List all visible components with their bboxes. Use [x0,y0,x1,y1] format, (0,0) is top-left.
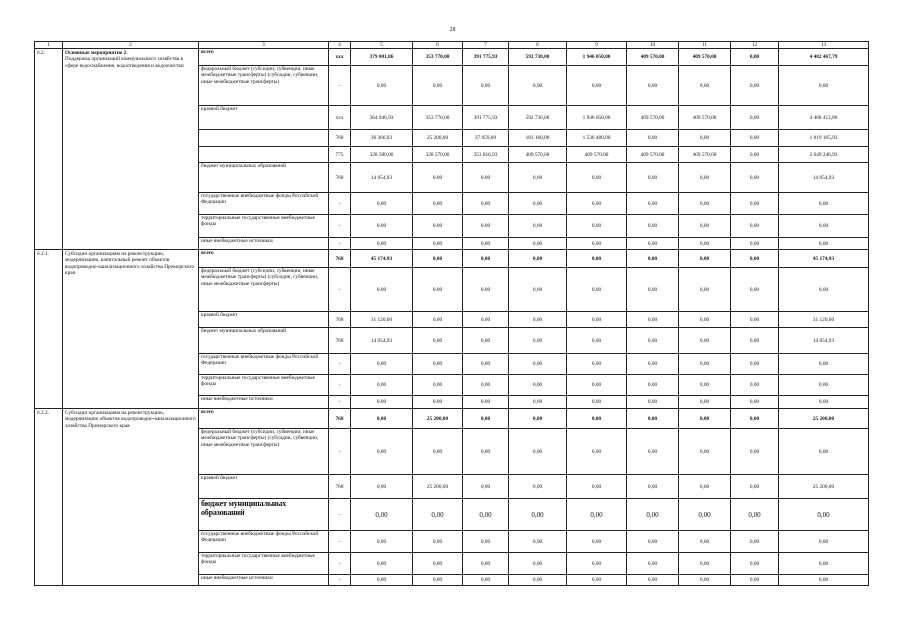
amount-cell: 0,00 [509,499,567,531]
amount-cell: 0,00 [627,354,679,375]
funding-source: государственные внебюджетные фонды Российской Федерации [199,193,329,215]
amount-cell: 0,00 [509,409,567,429]
amount-cell: 0,00 [627,130,679,147]
amount-cell: 0,00 [627,475,679,499]
amount-cell: 0,00 [627,238,679,250]
funding-source: федеральный бюджет (субсидии, субвенции, иные межбюджетные трансферты) (субсидии, субвенции, иные межбюджетные трансферты) [199,66,329,106]
funding-source: иные внебюджетные источники [199,575,329,586]
amount-cell: 0,00 [779,66,869,106]
amount-cell: 0,00 [627,66,679,106]
amount-cell: 0,00 [731,238,779,250]
amount-cell: 0,00 [509,215,567,238]
amount-cell: 0,00 [509,328,567,354]
amount-cell: 0,00 [627,409,679,429]
amount-cell: 0,00 [627,553,679,575]
amount-cell: 0,00 [351,475,413,499]
amount-cell: 0,00 [509,475,567,499]
amount-cell: 0,00 [413,268,463,312]
header-row [35,42,869,49]
amount-cell: 0,00 [679,531,731,553]
amount-cell: 0,00 [567,499,627,531]
amount-cell: 14 054,93 [351,163,413,193]
amount-cell: 0,00 [627,531,679,553]
amount-cell: 31 120,00 [779,312,869,328]
amount-cell: 0,00 [731,268,779,312]
amount-cell: 592 730,00 [509,49,567,66]
funding-source: всего [199,250,329,268]
amount-cell: 45 174,93 [351,250,413,268]
header-cell: 11 [679,42,731,49]
budget-code: - [329,499,351,531]
table-row [35,250,869,268]
amount-cell: 0,00 [567,66,627,106]
amount-cell: 0,00 [731,66,779,106]
amount-cell: 37 959,00 [463,130,509,147]
funding-source: бюджет муниципальных образований [199,328,329,354]
amount-cell: 0,00 [731,312,779,328]
amount-cell: 0,00 [679,163,731,193]
funding-source: государственные внебюджетные фонды Российской Федерации [199,531,329,553]
item-name [63,250,199,409]
amount-cell: 1 819 165,93 [779,130,869,147]
amount-cell: 0,00 [731,193,779,215]
amount-cell: 0,00 [509,238,567,250]
amount-cell: 0,00 [351,268,413,312]
amount-cell: 25 200,00 [779,475,869,499]
budget-table [34,41,869,586]
amount-cell: 0,00 [463,429,509,475]
amount-cell: 0,00 [679,66,731,106]
amount-cell: 0,00 [463,354,509,375]
amount-cell: 0,00 [413,429,463,475]
amount-cell: 25 200,00 [779,409,869,429]
budget-code: - [329,193,351,215]
amount-cell: 0,00 [413,499,463,531]
amount-cell: 0,00 [731,475,779,499]
amount-cell: 409 570,00 [509,147,567,163]
amount-cell: 0,00 [351,396,413,409]
amount-cell: 0,00 [567,375,627,396]
item-name [63,49,199,250]
amount-cell: 0,00 [351,499,413,531]
amount-cell: 0,00 [779,575,869,586]
amount-cell: 0,00 [509,396,567,409]
amount-cell: 0,00 [679,429,731,475]
header-cell: 6 [413,42,463,49]
amount-cell: 0,00 [567,475,627,499]
amount-cell: 0,00 [567,553,627,575]
budget-code: - [329,215,351,238]
funding-source: территориальные государственные внебюджетные фонды [199,553,329,575]
amount-cell: 0,00 [731,215,779,238]
amount-cell: 0,00 [731,429,779,475]
amount-cell: 409 570,00 [679,49,731,66]
amount-cell: 0,00 [509,312,567,328]
amount-cell: 0,00 [509,268,567,312]
amount-cell: 409 570,00 [679,147,731,163]
budget-code: 768 [329,163,351,193]
amount-cell: 0,00 [463,499,509,531]
item-name [63,409,199,586]
amount-cell: 0,00 [679,475,731,499]
amount-cell: 0,00 [627,215,679,238]
amount-cell: 0,00 [779,238,869,250]
amount-cell: 25 200,00 [413,409,463,429]
item-code: 6.2.2. [35,409,63,586]
amount-cell: 0,00 [463,409,509,429]
header-cell: 5 [351,42,413,49]
amount-cell: 0,00 [679,328,731,354]
table-row [35,409,869,429]
amount-cell: 0,00 [413,575,463,586]
budget-code: - [329,238,351,250]
amount-cell: 0,00 [351,531,413,553]
amount-cell: 0,00 [509,250,567,268]
table-row [35,49,869,66]
amount-cell: 0,00 [351,575,413,586]
amount-cell: 0,00 [679,575,731,586]
amount-cell: 0,00 [413,312,463,328]
header-cell: 9 [567,42,627,49]
amount-cell: 0,00 [731,396,779,409]
amount-cell: 0,00 [779,193,869,215]
amount-cell: 0,00 [413,375,463,396]
amount-cell: 0,00 [351,409,413,429]
amount-cell: 2 649 246,93 [779,147,869,163]
header-cell: 12 [731,42,779,49]
amount-cell: 0,00 [567,193,627,215]
amount-cell: 0,00 [463,375,509,396]
amount-cell: 0,00 [351,354,413,375]
amount-cell: 0,00 [679,130,731,147]
amount-cell: 0,00 [627,429,679,475]
funding-source: всего [199,409,329,429]
amount-cell: 0,00 [679,499,731,531]
amount-cell: 0,00 [731,531,779,553]
funding-source: федеральный бюджет (субсидии, субвенции, иные межбюджетные трансферты) (субсидии, субвенции, иные межбюджетные трансферты) [199,268,329,312]
amount-cell: 409 570,00 [627,147,679,163]
amount-cell: 0,00 [463,250,509,268]
amount-cell: 0,00 [509,193,567,215]
amount-cell: 0,00 [779,375,869,396]
amount-cell: 45 174,93 [779,250,869,268]
funding-source: территориальные государственные внебюджетные фонды [199,375,329,396]
amount-cell: 0,00 [351,193,413,215]
amount-cell: 0,00 [567,238,627,250]
amount-cell: 353 770,00 [413,49,463,66]
funding-source: бюджет муниципальных образований [199,163,329,193]
amount-cell: 0,00 [351,375,413,396]
amount-cell: 0,00 [509,354,567,375]
amount-cell: 0,00 [567,215,627,238]
amount-cell: 0,00 [463,396,509,409]
amount-cell: 0,00 [509,163,567,193]
amount-cell: 0,00 [351,429,413,475]
amount-cell: 0,00 [731,553,779,575]
amount-cell: 409 570,00 [679,106,731,130]
amount-cell: 0,00 [463,575,509,586]
amount-cell: 0,00 [731,575,779,586]
amount-cell: 0,00 [779,553,869,575]
amount-cell: 0,00 [679,354,731,375]
item-name-text: Субсидии организациям на реконструкцию, модернизацию объектов водопроводно-канализационного хозяйства Приморского края [65,410,196,429]
amount-cell: 0,00 [731,250,779,268]
amount-cell: 328 570,00 [413,147,463,163]
amount-cell: 36 366,93 [351,130,413,147]
amount-cell: 0,00 [567,575,627,586]
amount-cell: 0,00 [679,409,731,429]
amount-cell: 0,00 [679,193,731,215]
amount-cell: 0,00 [351,238,413,250]
amount-cell: 25 200,00 [413,130,463,147]
amount-cell: 0,00 [627,193,679,215]
amount-cell: 0,00 [679,396,731,409]
item-name-text: Поддержка организаций коммунального хозяйства в сфере водоснабжения, водоотведения и водоочистки [65,56,184,69]
amount-cell: 0,00 [413,163,463,193]
amount-cell: 0,00 [627,250,679,268]
budget-code: ххх [329,106,351,130]
header-cell: 2 [63,42,199,49]
amount-cell: 0,00 [779,215,869,238]
budget-code: - [329,66,351,106]
amount-cell: 0,00 [509,375,567,396]
item-name-text: Субсидии организациям на реконструкцию, модернизацию, капитальный ремонт объектов водопроводно-канализационного хозяйства Приморского края [65,251,195,276]
amount-cell: 0,00 [413,250,463,268]
budget-code: 768 [329,130,351,147]
amount-cell: 0,00 [509,429,567,475]
amount-cell: 25 200,00 [413,475,463,499]
amount-cell: 0,00 [731,409,779,429]
amount-cell: 0,00 [731,328,779,354]
amount-cell: 0,00 [463,531,509,553]
amount-cell: 0,00 [567,312,627,328]
amount-cell: 0,00 [679,215,731,238]
amount-cell: 1 536 480,00 [567,130,627,147]
amount-cell: 0,00 [731,130,779,147]
amount-cell: 0,00 [463,475,509,499]
amount-cell: 0,00 [463,312,509,328]
amount-cell: 0,00 [351,215,413,238]
budget-code: 768 [329,475,351,499]
amount-cell: 0,00 [679,250,731,268]
funding-source: территориальные государственные внебюджетные фонды [199,215,329,238]
amount-cell: 0,00 [627,328,679,354]
amount-cell: 14 054,93 [779,163,869,193]
amount-cell: 4 482 467,79 [779,49,869,66]
budget-code: - [329,354,351,375]
header-cell: 4 [329,42,351,49]
amount-cell: 0,00 [779,531,869,553]
amount-cell: 0,00 [731,163,779,193]
amount-cell: 0,00 [627,396,679,409]
amount-cell: 0,00 [567,354,627,375]
amount-cell: 0,00 [509,66,567,106]
amount-cell: 0,00 [779,268,869,312]
amount-cell: 0,00 [731,147,779,163]
header-cell: 7 [463,42,509,49]
budget-code: 768 [329,312,351,328]
amount-cell: 0,00 [627,575,679,586]
budget-code: - [329,575,351,586]
amount-cell: 0,00 [567,409,627,429]
page-number: 28 [449,27,456,33]
amount-cell: 0,00 [509,575,567,586]
amount-cell: 353 816,93 [463,147,509,163]
amount-cell: 0,00 [627,375,679,396]
amount-cell: 0,00 [567,268,627,312]
amount-cell: 0,00 [731,49,779,66]
amount-cell: 14 054,93 [779,328,869,354]
amount-cell: 1 946 050,00 [567,106,627,130]
amount-cell: 0,00 [413,328,463,354]
amount-cell: 4 468 412,86 [779,106,869,130]
amount-cell: 0,00 [779,354,869,375]
budget-code: - [329,553,351,575]
amount-cell: 328 580,00 [351,147,413,163]
budget-code: - [329,396,351,409]
amount-cell: 0,00 [413,215,463,238]
amount-cell: 0,00 [463,328,509,354]
amount-cell: 0,00 [413,193,463,215]
amount-cell: 0,00 [463,215,509,238]
amount-cell: 0,00 [567,250,627,268]
funding-source: иные внебюджетные источники [199,238,329,250]
funding-source [199,130,329,147]
amount-cell: 0,00 [351,66,413,106]
funding-source [199,147,329,163]
amount-cell: 0,00 [679,238,731,250]
funding-source: краевой бюджет [199,475,329,499]
amount-cell: 0,00 [731,354,779,375]
item-code: 6.2.1. [35,250,63,409]
amount-cell: 391 775,93 [463,106,509,130]
amount-cell: 0,00 [509,531,567,553]
amount-cell: 0,00 [567,531,627,553]
funding-source: государственные внебюджетные фонды Российской Федерации [199,354,329,375]
amount-cell: 0,00 [509,553,567,575]
header-cell: 10 [627,42,679,49]
funding-source: бюджет муниципальных образований [199,499,329,531]
amount-cell: 0,00 [731,106,779,130]
budget-code: 775 [329,147,351,163]
amount-cell: 0,00 [731,375,779,396]
amount-cell: 353 770,00 [413,106,463,130]
funding-source: краевой бюджет [199,312,329,328]
funding-source: всего [199,49,329,66]
amount-cell: 31 120,00 [351,312,413,328]
amount-cell: 183 160,00 [509,130,567,147]
header-cell: 13 [779,42,869,49]
funding-source: краевой бюджет [199,106,329,130]
amount-cell: 409 570,00 [567,147,627,163]
amount-cell: 0,00 [413,531,463,553]
amount-cell: 391 775,93 [463,49,509,66]
amount-cell: 0,00 [463,66,509,106]
amount-cell: 0,00 [413,396,463,409]
header-cell: 1 [35,42,63,49]
amount-cell: 0,00 [413,553,463,575]
amount-cell: 0,00 [463,163,509,193]
amount-cell: 0,00 [627,312,679,328]
amount-cell: 0,00 [351,553,413,575]
amount-cell: 379 001,86 [351,49,413,66]
amount-cell: 0,00 [413,238,463,250]
amount-cell: 0,00 [463,238,509,250]
funding-source: федеральный бюджет (субсидии, субвенции, иные межбюджетные трансферты) (субсидии, субвенции, иные межбюджетные трансферты) [199,429,329,475]
amount-cell: 1 946 050,00 [567,49,627,66]
amount-cell: 0,00 [463,268,509,312]
budget-code: - [329,375,351,396]
amount-cell: 0,00 [779,499,869,531]
amount-cell: 0,00 [413,354,463,375]
budget-code: 768 [329,250,351,268]
amount-cell: 0,00 [567,328,627,354]
amount-cell: 0,00 [779,396,869,409]
amount-cell: 364 946,93 [351,106,413,130]
amount-cell: 0,00 [679,553,731,575]
amount-cell: 0,00 [627,268,679,312]
amount-cell: 409 570,00 [627,106,679,130]
item-code: 6.2. [35,49,63,250]
amount-cell: 0,00 [779,429,869,475]
amount-cell: 409 570,00 [627,49,679,66]
amount-cell: 0,00 [463,193,509,215]
budget-code: ххх [329,49,351,66]
budget-code: 768 [329,409,351,429]
amount-cell: 0,00 [679,375,731,396]
amount-cell: 0,00 [567,429,627,475]
amount-cell: 14 054,93 [351,328,413,354]
budget-code: 768 [329,328,351,354]
budget-code: - [329,429,351,475]
amount-cell: 0,00 [679,268,731,312]
amount-cell: 0,00 [463,553,509,575]
amount-cell: 0,00 [567,396,627,409]
budget-code: - [329,268,351,312]
header-cell: 8 [509,42,567,49]
budget-code: - [329,531,351,553]
amount-cell: 0,00 [567,163,627,193]
amount-cell: 0,00 [627,163,679,193]
amount-cell: 592 730,00 [509,106,567,130]
header-cell: 3 [199,42,329,49]
amount-cell: 0,00 [731,499,779,531]
amount-cell: 0,00 [679,312,731,328]
funding-source: иные внебюджетные источники [199,396,329,409]
amount-cell: 0,00 [627,499,679,531]
amount-cell: 0,00 [413,66,463,106]
item-name-bold: Основные мероприятие 2. [65,50,128,57]
